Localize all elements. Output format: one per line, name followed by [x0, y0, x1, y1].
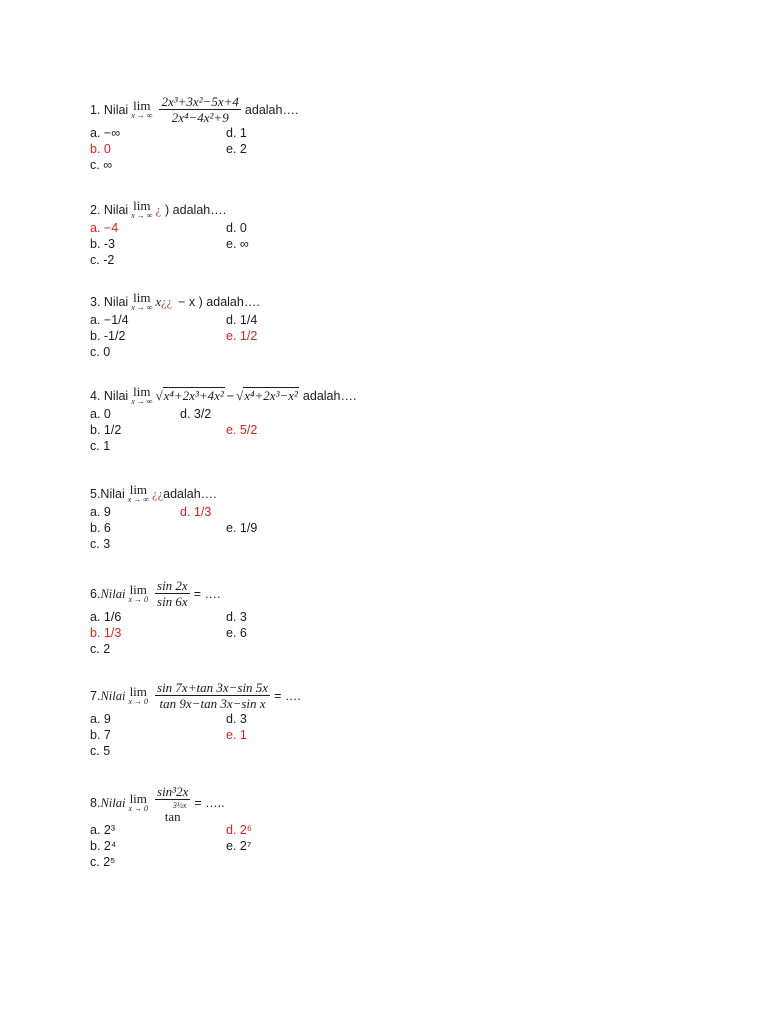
option-b-answer: b. 0 [90, 142, 111, 156]
question-6 [90, 578, 346, 657]
fraction-denominator: 2x⁴−4x²+9 [171, 110, 229, 125]
fraction [155, 784, 190, 822]
question-1-prefix: 1. Nilai [90, 102, 129, 117]
option-c: c. ∞ [90, 158, 113, 172]
nilai-word: Nilai [100, 796, 126, 810]
option-a: a. 9 [90, 712, 111, 726]
option-a: a. 0 [90, 407, 111, 421]
question-1 [90, 94, 346, 173]
question-7-prefix: 7. [90, 688, 101, 703]
option-d-answer: d. 1/3 [180, 505, 212, 519]
option-b: b. 1/2 [90, 423, 122, 437]
option-a: a. 9 [90, 505, 111, 519]
option-e-answer: e. 5/2 [226, 423, 258, 437]
limit-operator: lim x → ∞ [131, 198, 153, 220]
broken-glyph: ¿¿ [152, 487, 164, 501]
option-e: e. ∞ [226, 237, 249, 251]
option-e: e. 6 [226, 626, 247, 640]
question-suffix: ) adalah…. [165, 203, 227, 217]
fraction-denominator: tan 9x−tan 3x−sin x [159, 696, 266, 711]
question-2 [90, 200, 346, 268]
minus-sign: − [226, 389, 235, 403]
fraction-numerator: sin³2x [157, 784, 189, 799]
option-d: d. 3 [226, 610, 247, 624]
question-suffix: adalah…. [163, 487, 217, 501]
limit-operator: lim x → ∞ [131, 97, 153, 120]
option-d: d. 3 [226, 712, 247, 726]
option-e: e. 2 [226, 142, 247, 156]
option-b: b. -3 [90, 237, 116, 251]
option-c: c. 1 [90, 439, 111, 453]
fraction [155, 680, 270, 711]
option-d: d. 0 [226, 221, 247, 235]
option-d-answer: d. 2⁶ [226, 823, 252, 837]
limit-operator: lim x → ∞ [131, 384, 153, 406]
broken-glyph: ¿ [155, 203, 162, 217]
nilai-word: Nilai [100, 586, 126, 601]
question-suffix: = ….. [194, 796, 225, 810]
option-b: b. 6 [90, 521, 111, 535]
option-c: c. 3 [90, 537, 111, 551]
limit-operator: lim x → 0 [128, 683, 149, 706]
limit-operator: lim x → 0 [128, 581, 149, 604]
option-a: a. −1/4 [90, 313, 129, 327]
question-8 [90, 784, 346, 870]
option-c: c. 0 [90, 345, 111, 359]
question-4-prefix: 4. Nilai [90, 389, 129, 403]
option-b: b. 2⁴ [90, 839, 117, 853]
question-4 [90, 386, 356, 454]
fraction-numerator: sin 7x+tan 3x−sin 5x [157, 680, 269, 695]
question-suffix: − x ) adalah…. [178, 295, 260, 309]
option-b: b. 7 [90, 728, 111, 742]
option-a-answer: a. −4 [90, 221, 119, 235]
option-c: c. 5 [90, 744, 111, 758]
option-e-answer: e. 1 [226, 728, 247, 742]
limit-operator: lim x → ∞ [127, 482, 150, 504]
option-b-answer: b. 1/3 [90, 626, 122, 640]
fraction [159, 94, 240, 125]
question-7 [90, 680, 346, 759]
square-root-2: √x⁴+2x³−x² [236, 388, 298, 403]
question-2-prefix: 2. Nilai [90, 203, 129, 217]
question-suffix: = …. [193, 586, 221, 601]
option-c: c. -2 [90, 253, 115, 267]
limit-operator: lim x → ∞ [131, 290, 153, 312]
question-suffix: = …. [274, 688, 301, 703]
question-suffix: adalah…. [244, 102, 299, 117]
option-e: e. 1/9 [226, 521, 258, 535]
variable: x [155, 295, 162, 309]
option-a: a. 1/6 [90, 610, 122, 624]
nilai-word: Nilai [100, 688, 126, 703]
fraction-numerator: 2x³+3x²−5x+4 [161, 94, 239, 109]
option-d: d. 1 [226, 126, 247, 140]
fraction-numerator: sin 2x [157, 578, 188, 593]
option-b: b. -1/2 [90, 329, 126, 343]
option-e: e. 2⁷ [226, 839, 252, 853]
question-5 [90, 484, 346, 552]
question-6-prefix: 6. [90, 586, 101, 601]
option-d: d. 1/4 [226, 313, 258, 327]
fraction [155, 578, 190, 609]
option-c: c. 2 [90, 642, 111, 656]
question-3-prefix: 3. Nilai [90, 295, 129, 309]
option-c: c. 2⁵ [90, 855, 116, 869]
option-e-answer: e. 1/2 [226, 329, 258, 343]
limit-operator: lim x → 0 [128, 791, 149, 813]
fraction-denominator: 3½x tan [164, 801, 187, 824]
question-5-prefix: 5.Nilai [90, 487, 125, 501]
fraction-denominator: sin 6x [157, 594, 188, 609]
option-d: d. 3/2 [180, 407, 212, 421]
question-3 [90, 292, 346, 360]
question-8-prefix: 8. [90, 796, 101, 810]
option-a: a. −∞ [90, 126, 121, 140]
square-root-1: √x⁴+2x³+4x² [155, 388, 224, 403]
option-a: a. 2³ [90, 823, 116, 837]
broken-glyph: ¿¿ [161, 295, 173, 309]
question-suffix: adalah…. [302, 389, 357, 403]
